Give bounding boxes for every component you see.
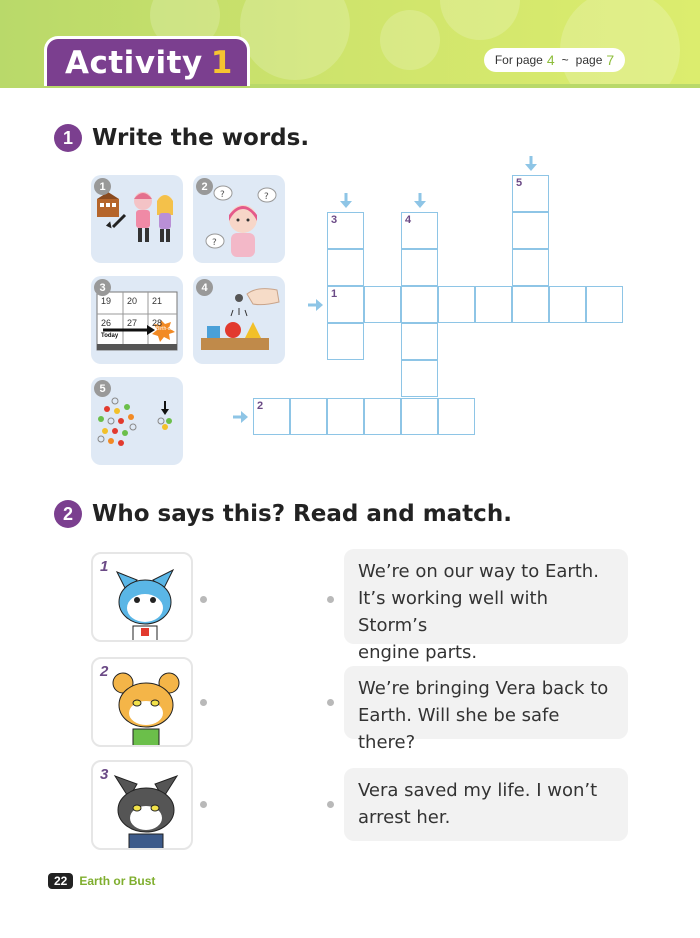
speech-box-3 [344, 768, 628, 841]
section1-heading [54, 124, 309, 152]
page-range-badge [484, 48, 625, 72]
crossword-cell[interactable] [512, 249, 549, 286]
page-word: page [575, 53, 603, 67]
speech-line: Vera saved my life. I won’t [358, 780, 598, 801]
activity-title-tab [44, 36, 250, 86]
match-dot-left-1[interactable] [200, 596, 207, 603]
activity-number: 1 [210, 44, 233, 81]
crossword-cell[interactable] [586, 286, 623, 323]
speech-box-1 [344, 549, 628, 663]
match-dot-left-2[interactable] [200, 699, 207, 706]
calendar-date: 26 [101, 318, 112, 328]
match-dot-right-1[interactable] [327, 596, 334, 603]
character-card-1 [91, 552, 193, 642]
calendar-date: 19 [101, 296, 112, 306]
speech-line: It’s working well with Storm’s [358, 588, 549, 636]
clue-number: 5 [516, 177, 523, 189]
picture-1-number: 1 [94, 178, 111, 195]
match-dot-right-2[interactable] [327, 699, 334, 706]
calendar-date: 21 [152, 296, 163, 306]
crossword-cell[interactable] [327, 212, 364, 249]
crossword-cell[interactable] [549, 286, 586, 323]
picture-5-number: 5 [94, 380, 111, 397]
picture-5 [91, 377, 183, 465]
arrow-right-icon [308, 298, 324, 312]
section2-title: Who says this? Read and match. [92, 501, 512, 527]
page-footer [48, 873, 155, 889]
crossword-cell[interactable] [438, 398, 475, 435]
calendar-date: 20 [127, 296, 138, 306]
svg-text:?: ? [212, 238, 217, 248]
calendar-date: 28 [152, 318, 163, 328]
crossword-cell[interactable] [401, 360, 438, 397]
crossword-cell[interactable] [512, 212, 549, 249]
arrow-down-icon [524, 156, 538, 172]
calendar-date: 27 [127, 318, 138, 328]
character-3-number: 3 [100, 766, 109, 783]
character-card-3 [91, 760, 193, 850]
crossword-cell[interactable] [327, 286, 364, 323]
crossword-cell[interactable] [327, 249, 364, 286]
character-card-2 [91, 657, 193, 747]
activity-word: Activity [65, 44, 203, 81]
crossword-cell[interactable] [512, 175, 549, 212]
clue-number: 3 [331, 214, 338, 226]
crossword-cell[interactable] [475, 286, 512, 323]
match-dot-right-3[interactable] [327, 801, 334, 808]
speech-line: We’re on our way to Earth. [358, 561, 599, 582]
crossword-cell[interactable] [364, 286, 401, 323]
crossword-cell[interactable] [401, 323, 438, 360]
arrow-down-icon [413, 193, 427, 209]
svg-text:?: ? [264, 192, 269, 202]
unit-title: Earth or Bust [79, 874, 156, 888]
speech-line: arrest her. [358, 807, 451, 828]
crossword-cell[interactable] [253, 398, 290, 435]
crossword-cell[interactable] [401, 286, 438, 323]
for-page-label: For page [494, 53, 543, 67]
page-start: 4 [546, 52, 555, 68]
section2-number: 2 [54, 500, 82, 528]
clue-number: 4 [405, 214, 412, 226]
svg-text:?: ? [220, 190, 225, 200]
crossword-cell[interactable] [438, 286, 475, 323]
picture-1 [91, 175, 183, 263]
crossword-cell[interactable] [401, 212, 438, 249]
match-dot-left-3[interactable] [200, 801, 207, 808]
speech-line: Earth. Will she be safe there? [358, 705, 560, 753]
picture-3-number: 3 [94, 279, 111, 296]
crossword-cell[interactable] [401, 249, 438, 286]
crossword-cell[interactable] [512, 286, 549, 323]
crossword-cell[interactable] [290, 398, 327, 435]
picture-3 [91, 276, 183, 364]
picture-2-number: 2 [196, 178, 213, 195]
page-tilde: ~ [561, 53, 569, 67]
picture-4 [193, 276, 285, 364]
picture-4-number: 4 [196, 279, 213, 296]
section1-title: Write the words. [92, 125, 310, 151]
crossword-cell[interactable] [364, 398, 401, 435]
speech-line: engine parts. [358, 642, 478, 663]
speech-line: We’re bringing Vera back to [358, 678, 609, 699]
page-number: 22 [48, 873, 73, 889]
crossword-cell[interactable] [327, 398, 364, 435]
today-label: Today [101, 333, 119, 339]
character-1-number: 1 [100, 558, 109, 575]
section1-number: 1 [54, 124, 82, 152]
speech-box-2 [344, 666, 628, 753]
arrow-down-icon [339, 193, 353, 209]
character-2-number: 2 [100, 663, 109, 680]
birthday-label: Birth-day [155, 326, 176, 332]
page-end: 7 [606, 52, 615, 68]
crossword-cell[interactable] [401, 398, 438, 435]
clue-number: 2 [257, 400, 264, 412]
arrow-right-icon [233, 410, 249, 424]
crossword-cell[interactable] [327, 323, 364, 360]
clue-number: 1 [331, 288, 338, 300]
picture-2 [193, 175, 285, 263]
section2-heading [54, 500, 512, 528]
